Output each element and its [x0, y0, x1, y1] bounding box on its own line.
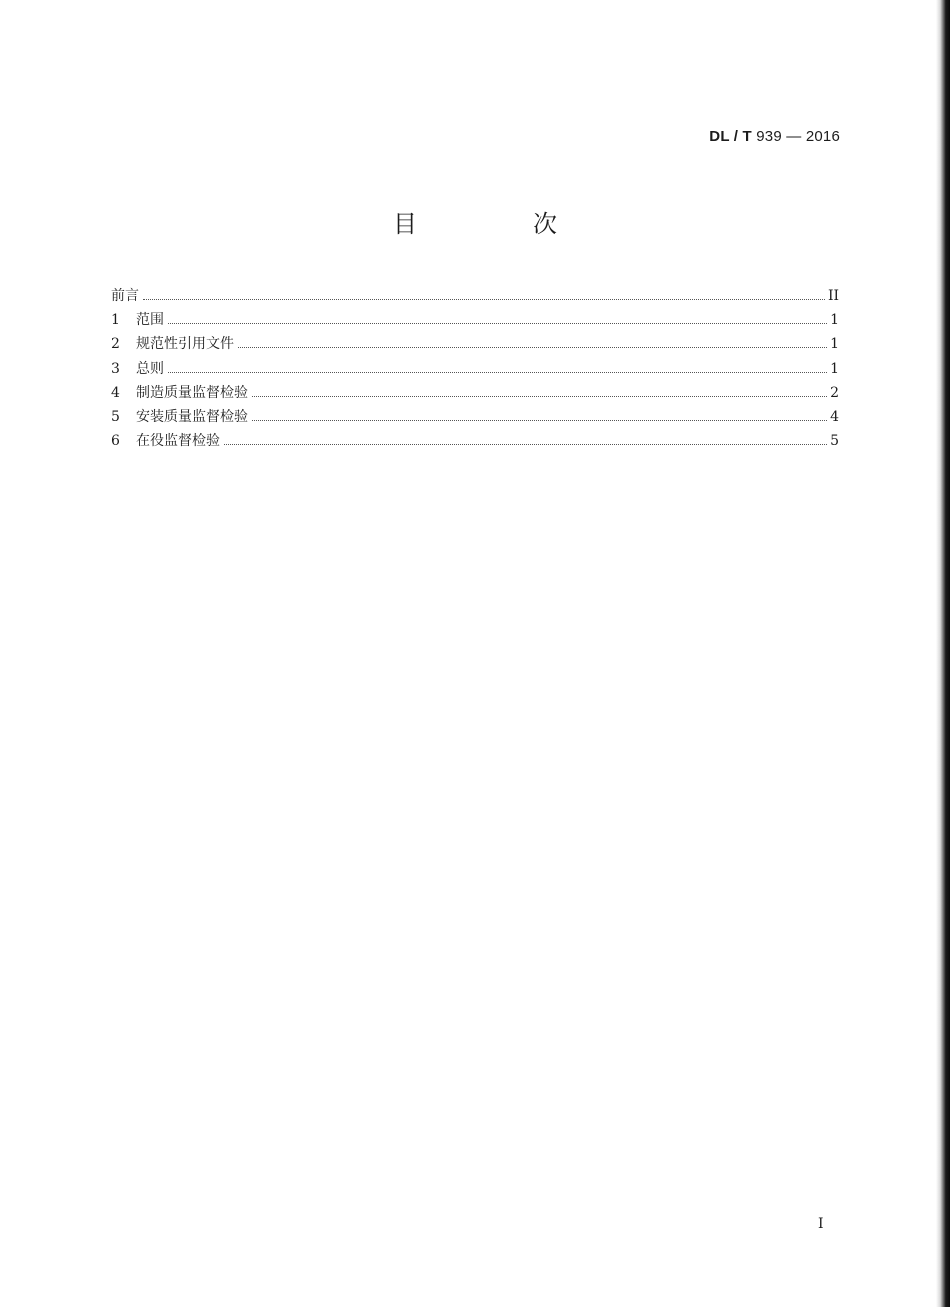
toc-title: 目 次	[393, 210, 603, 238]
toc-dot-leader	[252, 395, 827, 397]
toc-entry-number: 1	[111, 312, 120, 329]
toc-entry-label: 在役监督检验	[136, 433, 220, 450]
scan-edge-shadow	[936, 0, 950, 1307]
toc-entry-page: 4	[830, 408, 839, 425]
toc-entry-page: 2	[830, 384, 839, 401]
toc-entry-number: 5	[111, 408, 120, 425]
toc-entry-page: 1	[830, 312, 839, 329]
toc-dot-leader	[168, 322, 827, 324]
toc-entry-label: 总则	[136, 360, 164, 377]
page-number: I	[818, 1216, 824, 1232]
toc-list	[111, 284, 839, 453]
toc-dot-leader	[224, 443, 827, 445]
toc-entry-page: 5	[830, 433, 839, 450]
toc-entry-general[interactable]	[111, 357, 839, 381]
toc-entry-number: 3	[111, 360, 120, 377]
toc-entry-page: 1	[830, 360, 839, 377]
toc-entry-page: 1	[830, 336, 839, 353]
toc-entry-number: 4	[111, 384, 120, 401]
standard-number: 939 — 2016	[756, 128, 840, 145]
toc-entry-label: 安装质量监督检验	[136, 408, 248, 425]
toc-entry-label: 前言	[111, 288, 139, 304]
toc-entry-in-service-inspection[interactable]	[111, 429, 839, 453]
toc-dot-leader	[252, 419, 827, 421]
toc-entry-installation-inspection[interactable]	[111, 405, 839, 429]
toc-entry-preface[interactable]	[111, 284, 839, 308]
toc-dot-leader	[238, 346, 827, 348]
toc-dot-leader	[143, 298, 825, 300]
toc-entry-number: 6	[111, 433, 120, 450]
toc-dot-leader	[168, 371, 827, 373]
toc-entry-label: 制造质量监督检验	[136, 384, 248, 401]
standard-code	[709, 128, 840, 145]
standard-prefix: DL / T	[709, 128, 752, 145]
toc-entry-label: 范围	[136, 312, 164, 329]
toc-entry-page: II	[827, 288, 839, 304]
toc-entry-manufacturing-inspection[interactable]	[111, 381, 839, 405]
toc-entry-normative-references[interactable]	[111, 332, 839, 356]
toc-entry-label: 规范性引用文件	[136, 336, 234, 353]
toc-entry-number: 2	[111, 336, 120, 353]
toc-entry-scope[interactable]	[111, 308, 839, 332]
